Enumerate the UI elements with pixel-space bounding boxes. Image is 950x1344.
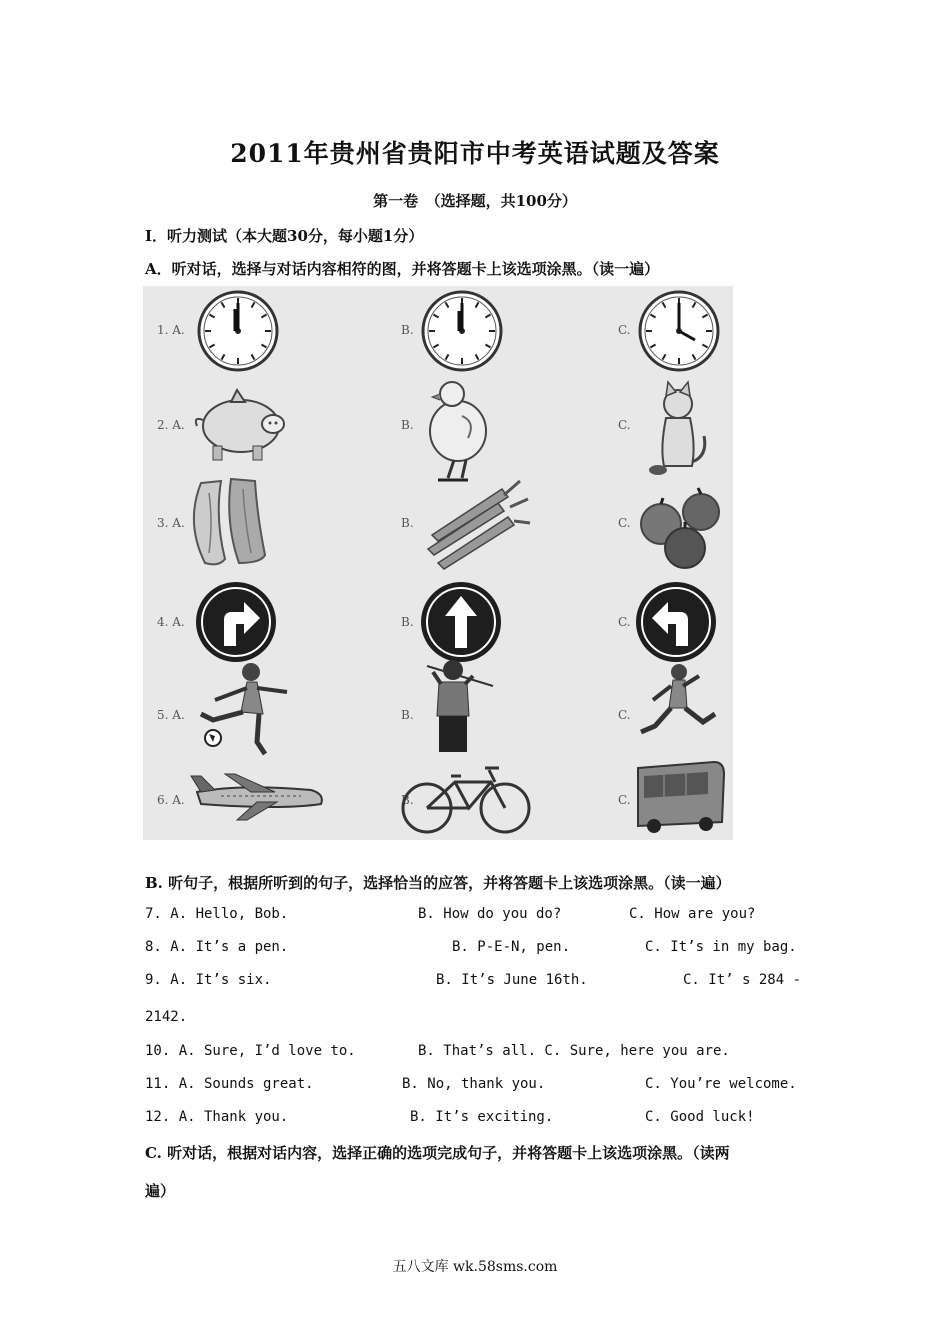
- clock-12-icon: [423, 292, 501, 370]
- row-6-label-a: 6. A.: [157, 793, 185, 807]
- q9-option-c-continued: 2142.: [145, 1009, 188, 1025]
- row-1-label-c: C.: [618, 323, 631, 337]
- row-3-label-b: B.: [401, 516, 414, 530]
- q11-option-a: 11. A. Sounds great.: [145, 1076, 314, 1092]
- q8-option-a: 8. A. It’s a pen.: [145, 939, 289, 955]
- turn-left-sign-icon: [636, 582, 716, 662]
- row-4-label-a: 4. A.: [157, 615, 185, 629]
- cat-icon: [649, 382, 705, 475]
- part-c-instruction-line2: 遍）: [145, 1182, 176, 1200]
- runner-icon: [641, 664, 715, 732]
- chicken-icon: [430, 382, 486, 480]
- row-3-label-a: 3. A.: [157, 516, 185, 530]
- row-3-label-c: C.: [618, 516, 631, 530]
- row-6-label-c: C.: [618, 793, 631, 807]
- part-c-instruction-line1: C. 听对话，根据对话内容，选择正确的选项完成句子，并将答题卡上该选项涂黑。（读两: [145, 1144, 730, 1162]
- row-4-label-b: B.: [401, 615, 414, 629]
- q11-option-c: C. You’re welcome.: [645, 1076, 797, 1092]
- airplane-icon: [191, 774, 322, 820]
- part-a-instruction: A．听对话，选择与对话内容相符的图，并将答题卡上该选项涂黑。（读一遍）: [145, 260, 660, 278]
- q8-option-b: B. P-E-N, pen.: [452, 939, 571, 955]
- q7-option-c: C. How are you?: [629, 906, 756, 922]
- soccer-player-icon: [201, 663, 287, 754]
- picture-options-panel: [143, 286, 733, 840]
- clock-12-icon: [199, 292, 277, 370]
- straight-ahead-sign-icon: [421, 582, 501, 662]
- row-5-label-c: C.: [618, 708, 631, 722]
- pig-icon: [196, 390, 284, 460]
- page-footer: 五八文库 wk.58sms.com: [392, 1259, 558, 1275]
- row-1-label-b: B.: [401, 323, 414, 337]
- q7-option-a: 7. A. Hello, Bob.: [145, 906, 289, 922]
- listening-heading: I．听力测试（本大题30分，每小题1分）: [145, 227, 424, 245]
- row-2-label-c: C.: [618, 418, 631, 432]
- q8-option-c: C. It’s in my bag.: [645, 939, 797, 955]
- q9-option-c: C. It’ s 284 -: [683, 972, 802, 988]
- row-6-label-b: B.: [401, 793, 414, 807]
- row-4-label-c: C.: [618, 615, 631, 629]
- bus-icon: [638, 762, 724, 833]
- q7-option-b: B. How do you do?: [418, 906, 562, 922]
- section-subtitle: 第一卷 （选择题，共100分）: [373, 192, 577, 210]
- q12-option-b: B. It’s exciting.: [410, 1109, 554, 1125]
- cabbage-icon: [194, 479, 265, 564]
- q12-option-c: C. Good luck!: [645, 1109, 755, 1125]
- row-5-label-a: 5. A.: [157, 708, 185, 722]
- clock-4-icon: [640, 292, 718, 370]
- row-5-label-b: B.: [401, 708, 414, 722]
- q10-option-b-c: B. That’s all. C. Sure, here you are.: [418, 1043, 730, 1059]
- tomatoes-icon: [641, 488, 719, 568]
- page-title: 2011年贵州省贵阳市中考英语试题及答案: [230, 139, 720, 168]
- bicycle-icon: [403, 768, 529, 832]
- q12-option-a: 12. A. Thank you.: [145, 1109, 289, 1125]
- turn-right-sign-icon: [196, 582, 276, 662]
- q9-option-a: 9. A. It’s six.: [145, 972, 272, 988]
- carrots-icon: [428, 481, 530, 569]
- part-b-instruction: B. 听句子，根据所听到的句子，选择恰当的应答，并将答题卡上该选项涂黑。（读一遍）: [145, 874, 731, 892]
- row-2-label-b: B.: [401, 418, 414, 432]
- q10-option-a: 10. A. Sure, I’d love to.: [145, 1043, 356, 1059]
- golfer-icon: [427, 660, 493, 752]
- row-2-label-a: 2. A.: [157, 418, 185, 432]
- row-1-label-a: 1. A.: [157, 323, 185, 337]
- q9-option-b: B. It’s June 16th.: [436, 972, 588, 988]
- q11-option-b: B. No, thank you.: [402, 1076, 546, 1092]
